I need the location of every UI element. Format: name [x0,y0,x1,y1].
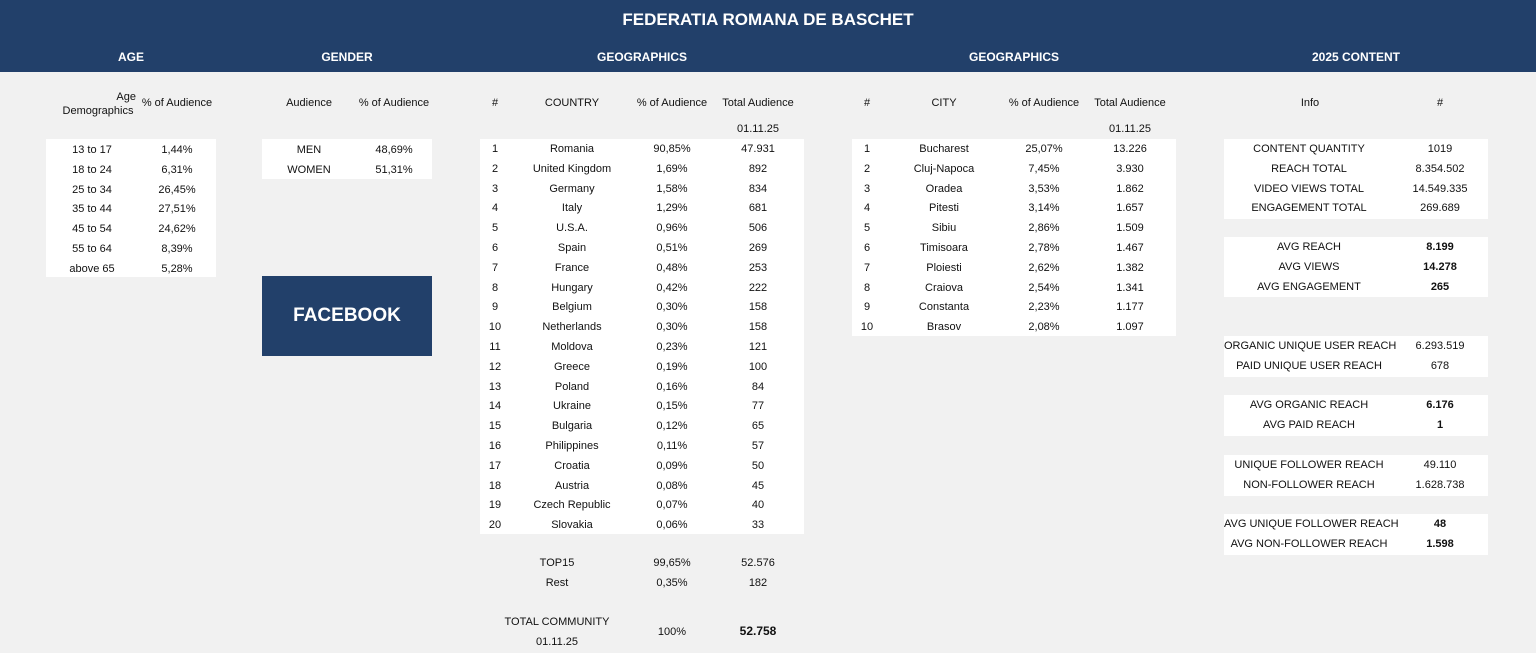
country-total: 77 [751,400,765,413]
country-pct: 0,16% [656,380,688,393]
country-row [480,396,804,416]
country-row [480,159,804,179]
age-header-age: Age [116,91,136,103]
content-info: AVG REACH [1277,241,1341,253]
city-name: Timisoara [920,242,968,254]
city-total: 1.341 [1116,281,1144,294]
city-pct: 7,45% [1028,162,1060,175]
city-name: Sibiu [931,222,957,235]
content-value: 1019 [1427,143,1453,155]
city-total: 1.097 [1116,321,1144,334]
content-info: AVG VIEWS [1278,260,1340,273]
country-total: 158 [748,321,768,334]
top15-total: 52.576 [741,557,775,569]
age-pct: 8,39% [161,243,193,255]
country-row [480,436,804,456]
country-total: 47.931 [741,143,775,155]
content-value: 6.176 [1426,399,1454,411]
content-group [1224,395,1488,436]
country-rank: 1 [491,143,499,155]
city-header-num: # [863,97,871,109]
content-group [1224,237,1488,297]
city-rank: 7 [863,261,871,274]
city-rank: 9 [863,301,871,314]
country-total: 681 [748,202,768,215]
content-group [1224,514,1488,555]
city-header-city: CITY [931,97,957,109]
content-value: 678 [1430,359,1450,372]
country-pct: 0,96% [656,222,688,235]
city-total: 1.657 [1116,202,1144,215]
country-rank: 13 [488,380,502,393]
content-info: AVG PAID REACH [1263,418,1355,431]
city-rank: 5 [863,222,871,235]
country-pct: 0,09% [656,459,688,472]
country-pct: 0,08% [656,479,688,492]
city-pct: 2,54% [1028,281,1060,294]
country-name: Hungary [551,281,593,294]
age-range: 25 to 34 [72,183,112,196]
age-pct: 1,44% [161,144,193,156]
country-pct: 0,48% [656,261,688,274]
country-row [480,317,804,337]
city-row [852,179,1176,199]
city-row [852,278,1176,298]
age-range: 45 to 54 [72,223,112,236]
content-row [1224,159,1488,179]
country-name: U.S.A. [556,222,588,235]
content-value: 48 [1433,518,1447,530]
country-name: Poland [554,380,590,393]
age-row [46,219,216,239]
country-total: 269 [748,242,768,254]
country-date: 01.11.25 [736,123,779,135]
city-row [852,139,1176,159]
rest-total: 182 [748,577,768,589]
content-info: AVG ENGAGEMENT [1257,280,1361,293]
content-value: 6.293.519 [1415,340,1465,352]
country-total: 222 [748,281,768,294]
country-rank: 3 [491,182,499,195]
content-info: AVG ORGANIC REACH [1249,399,1369,411]
content-value: 14.278 [1423,260,1457,273]
country-rank: 11 [489,341,501,353]
content-row [1224,356,1488,376]
city-name: Ploiesti [926,261,962,274]
city-rank: 10 [860,321,874,334]
city-pct: 3,53% [1028,182,1060,195]
content-group [1224,139,1488,219]
city-pct: 2,23% [1028,301,1060,314]
country-total: 57 [751,440,765,452]
country-row [480,377,804,397]
country-rank: 19 [488,499,502,512]
country-rank: 18 [488,479,502,492]
age-row [46,180,216,200]
country-header-country: COUNTRY [544,97,600,109]
country-total: 45 [751,479,765,492]
country-name: Netherlands [542,321,602,334]
gender-header-pct: % of Audience [358,97,430,109]
country-rank: 5 [491,222,499,235]
country-name: United Kingdom [532,162,612,175]
country-row [480,495,804,515]
city-header-pct: % of Audience [1008,97,1080,109]
gender-pct: 51,31% [375,163,413,176]
country-rank: 9 [491,301,499,314]
gender-label: WOMEN [287,163,331,176]
country-name: Italy [561,202,583,215]
content-header-info: Info [1300,97,1320,109]
city-row [852,218,1176,238]
country-name: Bulgaria [551,420,593,433]
content-header-num: # [1436,97,1444,109]
content-value: 1 [1436,418,1444,431]
city-rank: 1 [863,143,871,155]
country-pct: 0,19% [656,360,688,373]
city-row [852,297,1176,317]
country-name: Ukraine [553,400,591,413]
country-rank: 6 [491,242,499,254]
city-name: Brasov [926,321,962,334]
section-geo-city: GEOGRAPHICS [968,50,1059,64]
country-row [480,179,804,199]
country-rank: 17 [488,459,502,472]
gender-row [262,160,432,180]
country-total: 40 [751,499,765,512]
country-name: France [554,261,590,274]
content-value: 265 [1430,280,1450,293]
country-total: 65 [751,420,765,433]
age-pct: 6,31% [161,163,193,176]
country-name: Austria [554,479,590,492]
city-row [852,258,1176,278]
content-row [1224,534,1488,554]
content-row [1224,336,1488,356]
age-pct: 5,28% [161,262,193,275]
city-rank: 4 [863,202,871,215]
age-range: 55 to 64 [72,243,112,255]
total-community-date: 01.11.25 [535,636,578,648]
city-row [852,159,1176,179]
age-range: 13 to 17 [72,144,112,156]
age-row [46,259,216,279]
country-total: 33 [751,519,765,532]
country-name: Spain [557,242,587,254]
age-range: 18 to 24 [72,163,112,176]
country-rank: 15 [488,420,502,433]
top15-pct: 99,65% [653,557,691,569]
country-name: Greece [553,360,591,373]
content-group [1224,455,1488,496]
content-row [1224,257,1488,277]
gender-label: MEN [296,144,322,156]
section-geo-country: GEOGRAPHICS [596,50,687,64]
content-row [1224,237,1488,257]
content-row [1224,139,1488,159]
gender-pct: 48,69% [375,144,413,156]
country-row [480,198,804,218]
city-total: 1.382 [1116,261,1144,274]
country-total: 253 [748,261,768,274]
country-pct: 0,23% [656,341,688,353]
country-pct: 0,15% [656,400,688,413]
content-value: 269.689 [1420,202,1460,215]
city-pct: 25,07% [1025,143,1063,155]
city-name: Cluj-Napoca [913,162,975,175]
page-title: FEDERATIA ROMANA DE BASCHET [622,10,914,29]
country-total: 834 [748,182,768,195]
city-pct: 2,86% [1028,222,1060,235]
gender-row [262,140,432,160]
country-total: 121 [748,341,768,353]
country-total: 100 [748,360,768,373]
country-pct: 1,29% [656,202,688,215]
country-total: 50 [751,459,765,472]
city-row [852,317,1176,337]
section-gender: GENDER [321,50,373,64]
city-rank: 2 [863,162,871,175]
content-info: NON-FOLLOWER REACH [1243,478,1375,491]
city-total: 13.226 [1113,143,1147,155]
country-rank: 4 [491,202,499,215]
content-info: PAID UNIQUE USER REACH [1236,359,1382,372]
city-name: Constanta [918,301,970,314]
country-row [480,515,804,535]
content-row [1224,514,1488,534]
city-row [852,238,1176,258]
content-info: AVG UNIQUE FOLLOWER REACH [1224,518,1399,530]
city-rank: 6 [863,242,871,254]
city-total: 1.862 [1116,182,1144,195]
age-pct: 26,45% [158,183,196,196]
total-community-value: 52.758 [739,624,777,638]
country-pct: 0,06% [656,519,688,532]
city-table [852,139,1176,336]
country-name: Czech Republic [533,499,611,512]
country-name: Moldova [551,341,593,353]
facebook-label: FACEBOOK [262,276,432,356]
country-name: Belgium [552,301,592,314]
content-value: 8.354.502 [1415,162,1465,175]
age-header-demographics: Demographics [62,105,134,117]
age-range: 35 to 44 [72,203,112,216]
country-row [480,337,804,357]
country-rank: 2 [491,162,499,175]
country-row [480,456,804,476]
country-pct: 0,07% [656,499,688,512]
country-total: 84 [751,380,765,393]
country-header-total: Total Audience [722,97,794,109]
city-total: 3.930 [1116,162,1144,175]
country-rank: 20 [488,519,502,532]
city-name: Oradea [925,182,963,195]
content-info: ENGAGEMENT TOTAL [1251,202,1367,215]
header-bar [0,0,1536,72]
section-content: 2025 CONTENT [1311,50,1401,64]
age-row [46,239,216,259]
country-rank: 8 [491,281,499,294]
content-row [1224,198,1488,218]
age-table [46,139,216,277]
content-row [1224,277,1488,297]
country-row [480,416,804,436]
city-pct: 2,08% [1028,321,1060,334]
age-row [46,160,216,180]
age-range: above 65 [69,262,115,275]
country-rank: 10 [488,321,502,334]
content-value: 8.199 [1426,241,1454,253]
city-total: 1.509 [1116,222,1144,235]
country-total: 158 [748,301,768,314]
city-pct: 2,62% [1028,261,1060,274]
city-rank: 3 [863,182,871,195]
country-pct: 0,30% [656,321,688,334]
country-pct: 0,11% [656,440,688,452]
country-row [480,218,804,238]
country-row [480,476,804,496]
content-info: VIDEO VIEWS TOTAL [1253,182,1365,195]
country-name: Germany [549,182,595,195]
age-header-pct: % of Audience [141,97,213,109]
country-row [480,357,804,377]
country-row [480,258,804,278]
gender-table [262,139,432,179]
total-community-label: TOTAL COMMUNITY [504,616,610,628]
city-header-total: Total Audience [1094,97,1166,109]
content-info: ORGANIC UNIQUE USER REACH [1224,340,1397,352]
content-value: 14.549.335 [1412,182,1468,195]
total-community-pct: 100% [657,626,687,638]
content-value: 1.598 [1426,537,1454,550]
section-age: AGE [117,50,144,64]
top15-label: TOP15 [539,557,575,569]
country-header-num: # [491,97,499,109]
content-info: CONTENT QUANTITY [1253,143,1365,155]
content-row [1224,475,1488,495]
country-table [480,139,804,534]
city-name: Craiova [925,281,963,294]
age-pct: 27,51% [158,203,196,216]
country-row [480,139,804,159]
content-info: REACH TOTAL [1271,162,1347,175]
country-total: 506 [748,222,768,235]
rest-pct: 0,35% [656,577,688,589]
gender-header-audience: Audience [286,97,332,109]
content-row [1224,415,1488,435]
content-row [1224,395,1488,415]
country-name: Romania [549,143,595,155]
country-name: Philippines [545,440,599,452]
country-name: Slovakia [551,519,593,532]
city-rank: 8 [863,281,871,294]
country-total: 892 [748,162,768,175]
city-pct: 3,14% [1028,202,1060,215]
country-pct: 0,12% [656,420,688,433]
content-info: UNIQUE FOLLOWER REACH [1234,459,1384,471]
country-row [480,297,804,317]
country-rank: 12 [488,360,502,373]
country-pct: 90,85% [653,143,691,155]
country-pct: 0,42% [656,281,688,294]
content-row [1224,455,1488,475]
rest-label: Rest [545,577,569,589]
content-group [1224,336,1488,377]
country-pct: 0,30% [656,301,688,314]
city-pct: 2,78% [1028,242,1060,254]
country-name: Croatia [554,459,590,472]
city-total: 1.177 [1116,301,1144,314]
city-date: 01.11.25 [1108,123,1151,135]
country-pct: 0,51% [656,242,688,254]
content-row [1224,179,1488,199]
country-row [480,278,804,298]
city-total: 1.467 [1116,242,1144,254]
city-name: Pitesti [929,202,959,215]
city-row [852,198,1176,218]
city-name: Bucharest [919,143,969,155]
country-rank: 16 [488,440,502,452]
age-row [46,199,216,219]
country-rank: 7 [491,261,499,274]
content-info: AVG NON-FOLLOWER REACH [1230,537,1388,550]
age-row [46,140,216,160]
content-value: 1.628.738 [1415,478,1465,491]
country-pct: 1,69% [656,162,688,175]
country-header-pct: % of Audience [636,97,708,109]
country-rank: 14 [488,400,502,413]
content-value: 49.110 [1423,459,1457,471]
country-pct: 1,58% [656,182,688,195]
age-pct: 24,62% [158,223,196,236]
country-row [480,238,804,258]
